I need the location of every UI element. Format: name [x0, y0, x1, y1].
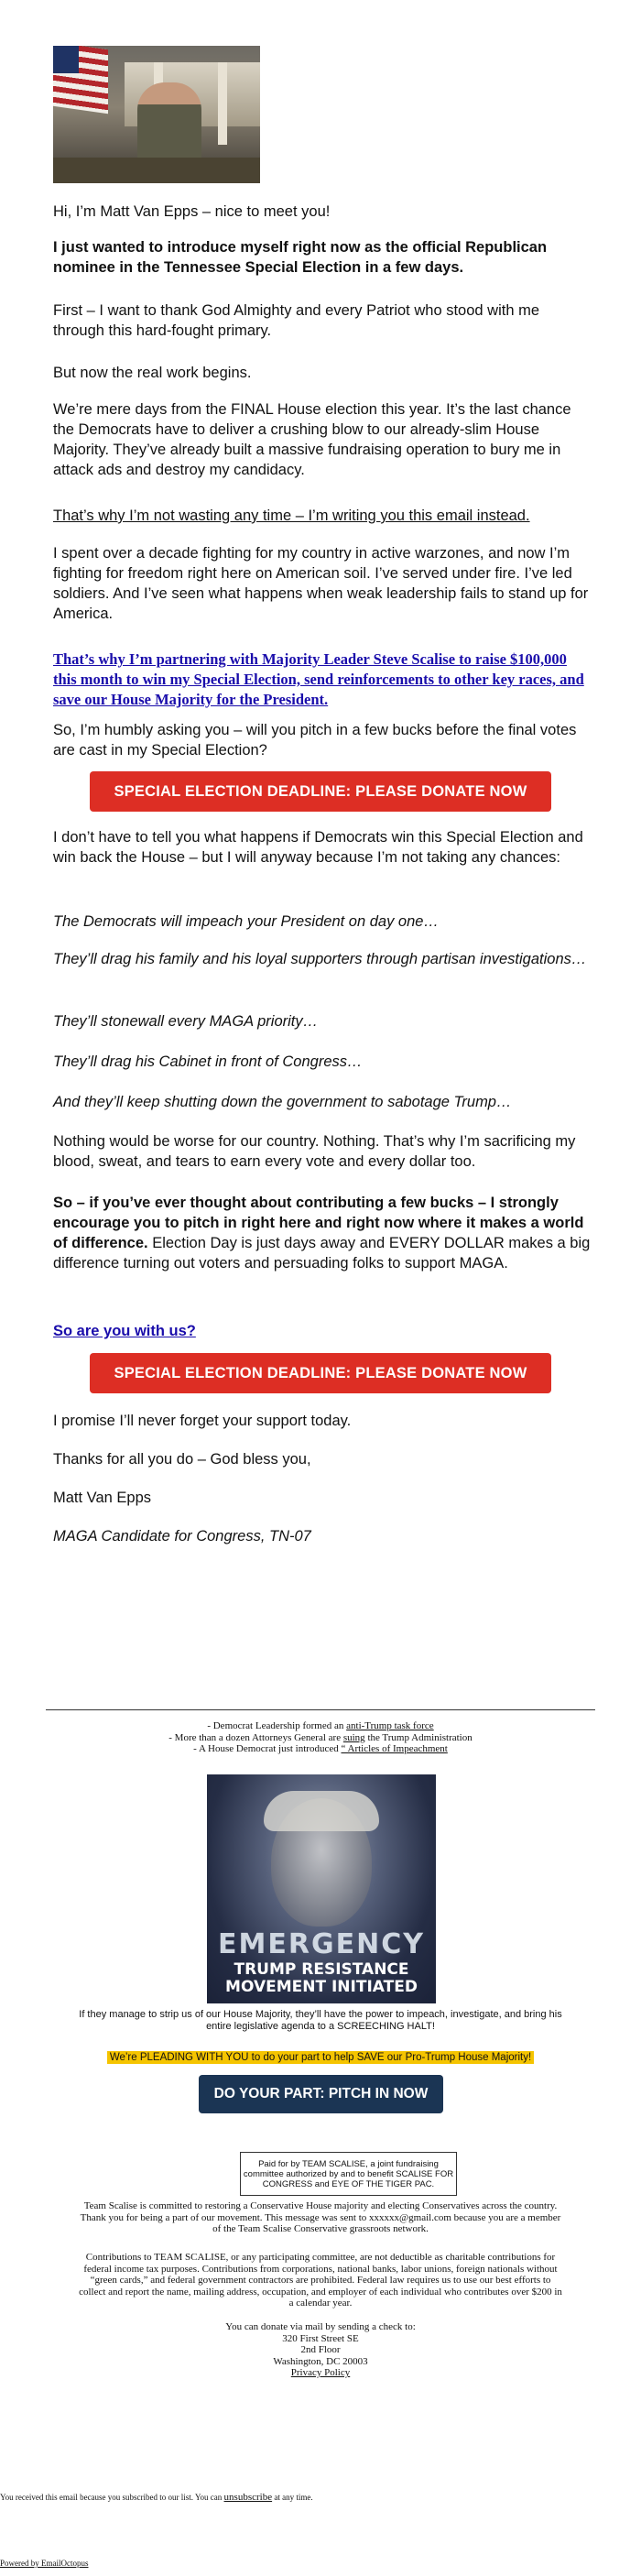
with-us-link[interactable]: So are you with us?: [53, 1323, 196, 1339]
powered-by: [0, 2559, 88, 2568]
donate-button[interactable]: SPECIAL ELECTION DEADLINE: PLEASE DONATE NOW: [90, 771, 551, 812]
decade-paragraph: I spent over a decade fighting for my country in active warzones, and now I’m fighting for freedom right here on American soil. I’ve served under fire. I’ve led soldiers. And I’ve seen what happens when weak leadership fails to stand up for America.: [53, 545, 589, 622]
email-octopus-link[interactable]: Powered by EmailOctopus: [0, 2559, 89, 2568]
bullet-suing: - More than a dozen Attorneys General are suing the Trump Administration: [168, 1731, 473, 1743]
suing-link[interactable]: suing: [342, 1731, 365, 1743]
pleading-line: [46, 2048, 595, 2065]
bullet-impeachment: - A House Democrat just introduced “ Articles of Impeachment: [193, 1743, 448, 1754]
pitch-in-button[interactable]: DO YOUR PART: PITCH IN NOW: [199, 2075, 443, 2113]
greeting: Hi, I’m Matt Van Epps – nice to meet you!: [53, 203, 331, 220]
strip-text: If they manage to strip us of our House Majority, they’ll have the power to impeach, investigate, and bring his entire legislative agenda to a SCREECHING HALT!: [79, 2009, 562, 2032]
privacy-policy-link[interactable]: Privacy Policy: [290, 2367, 351, 2378]
final-election-paragraph: We’re mere days from the FINAL House election this year. It’s the last chance the Democrats have to deliver a crushing blow to our already-slim House Majority. They’ve already built a massive fundraising operation to bury me in attack ads and destroy my candidacy.: [53, 401, 571, 478]
dont-need-paragraph: I don’t have to tell you what happens if Democrats win this Special Election and win back the House – but I will anyway because I’m not taking any chances:: [53, 829, 583, 866]
threat-item: The Democrats will impeach your President on day one…: [53, 913, 439, 930]
pleading-highlight: We’re PLEADING WITH YOU to do your part to help SAVE our Pro-Trump House Majority!: [107, 2051, 534, 2064]
signature: Matt Van Epps: [53, 1490, 152, 1506]
threat-item: They’ll drag his Cabinet in front of Congress…: [53, 1053, 363, 1070]
news-bullets: [46, 1720, 595, 1755]
threat-item: They’ll stonewall every MAGA priority…: [53, 1013, 319, 1030]
candidate-photo: [53, 46, 260, 183]
ask-paragraph: So, I’m humbly asking you – will you pitch in a few bucks before the final votes are cast in my Special Election?: [53, 722, 577, 759]
not-wasting: That’s why I’m not wasting any time – I’m writing you this email instead.: [53, 508, 530, 524]
banner-subline-2: MOVEMENT INITIATED: [225, 1978, 418, 1996]
work-begins: But now the real work begins.: [53, 365, 252, 381]
nothing-worse-paragraph: Nothing would be worse for our country. Nothing. That’s why I’m sacrificing my blood, sweat, and tears to earn every vote and every dollar too.: [53, 1133, 576, 1170]
unsubscribe-link[interactable]: unsubscribe: [223, 2492, 273, 2503]
task-force-link[interactable]: anti-Trump task force: [346, 1720, 434, 1731]
email-body: [53, 46, 593, 1545]
threat-item: They’ll drag his family and his loyal supporters through partisan investigations…: [53, 951, 587, 967]
strongly-paragraph: [53, 1193, 593, 1273]
promise: I promise I’ll never forget your support today.: [53, 1413, 352, 1429]
mail-address: You can donate via mail by sending a check to: 320 First Street SE 2nd Floor Washington, DC 20003 Privacy Policy: [225, 2321, 416, 2378]
blessing: Thanks for all you do – God bless you,: [53, 1451, 311, 1468]
intro-bold: I just wanted to introduce myself right now as the official Republican nominee in the Tennessee Special Election in a few days.: [53, 239, 548, 276]
footer-divider: [46, 1709, 595, 1710]
banner-headline: EMERGENCY: [218, 1928, 425, 1960]
partnering-link[interactable]: That’s why I’m partnering with Majority Leader Steve Scalise to raise $100,000 this month to win my Special Election, send reinforcements to other key races, and save our House Majority for the President.: [53, 650, 584, 708]
impeachment-link[interactable]: “ Articles of Impeachment: [341, 1743, 448, 1754]
committed-text: Team Scalise is committed to restoring a Conservative House majority and electing Conservatives across the country. Thank you for being a part of our movement. This message was sent to xxxxxx@gmail.com because you are a member of the Team Scalise Conservative grassroots network.: [80, 2200, 561, 2234]
bullet-task-force: - Democrat Leadership formed an anti-Trump task force: [207, 1720, 434, 1731]
paid-for-box: Paid for by TEAM SCALISE, a joint fundraising committee authorized by and to benefit SCALISE FOR CONGRESS and EYE OF THE TIGER PAC.: [240, 2152, 457, 2196]
strongly-rest: Election Day is just days away and EVERY DOLLAR makes a big difference turning out voters and persuading folks to support MAGA.: [53, 1235, 591, 1272]
strongly-bold: So – if you’ve ever thought about contributing a few bucks – I strongly encourage you to pitch in right here and right now where it makes a world of difference.: [53, 1195, 584, 1251]
with-us-paragraph: [53, 1321, 593, 1341]
donate-button-2[interactable]: SPECIAL ELECTION DEADLINE: PLEASE DONATE NOW: [90, 1353, 551, 1393]
partnering-paragraph: [53, 649, 593, 710]
received-line: You received this email because you subscribed to our list. You can unsubscribe at any time.: [0, 2492, 313, 2503]
thanks-paragraph: First – I want to thank God Almighty and every Patriot who stood with me through this hard-fought primary.: [53, 302, 539, 339]
candidate-title: MAGA Candidate for Congress, TN-07: [53, 1528, 311, 1545]
emergency-banner-image[interactable]: [207, 1774, 436, 2003]
threat-item: And they’ll keep shutting down the government to sabotage Trump…: [53, 1094, 512, 1110]
banner-subline-1: TRUMP RESISTANCE: [234, 1960, 409, 1979]
contributions-text: Contributions to TEAM SCALISE, or any participating committee, are not deductible as charitable contributions for federal income tax purposes. Contributions from corporations, national banks, labor unions, foreign nationals without “green cards,” and federal government contractors are prohibited. Federal law requires us to use our best efforts to collect and report the name, mailing address, occupation, and employer of each individual who contributes over $200 in a calendar year.: [79, 2252, 562, 2309]
